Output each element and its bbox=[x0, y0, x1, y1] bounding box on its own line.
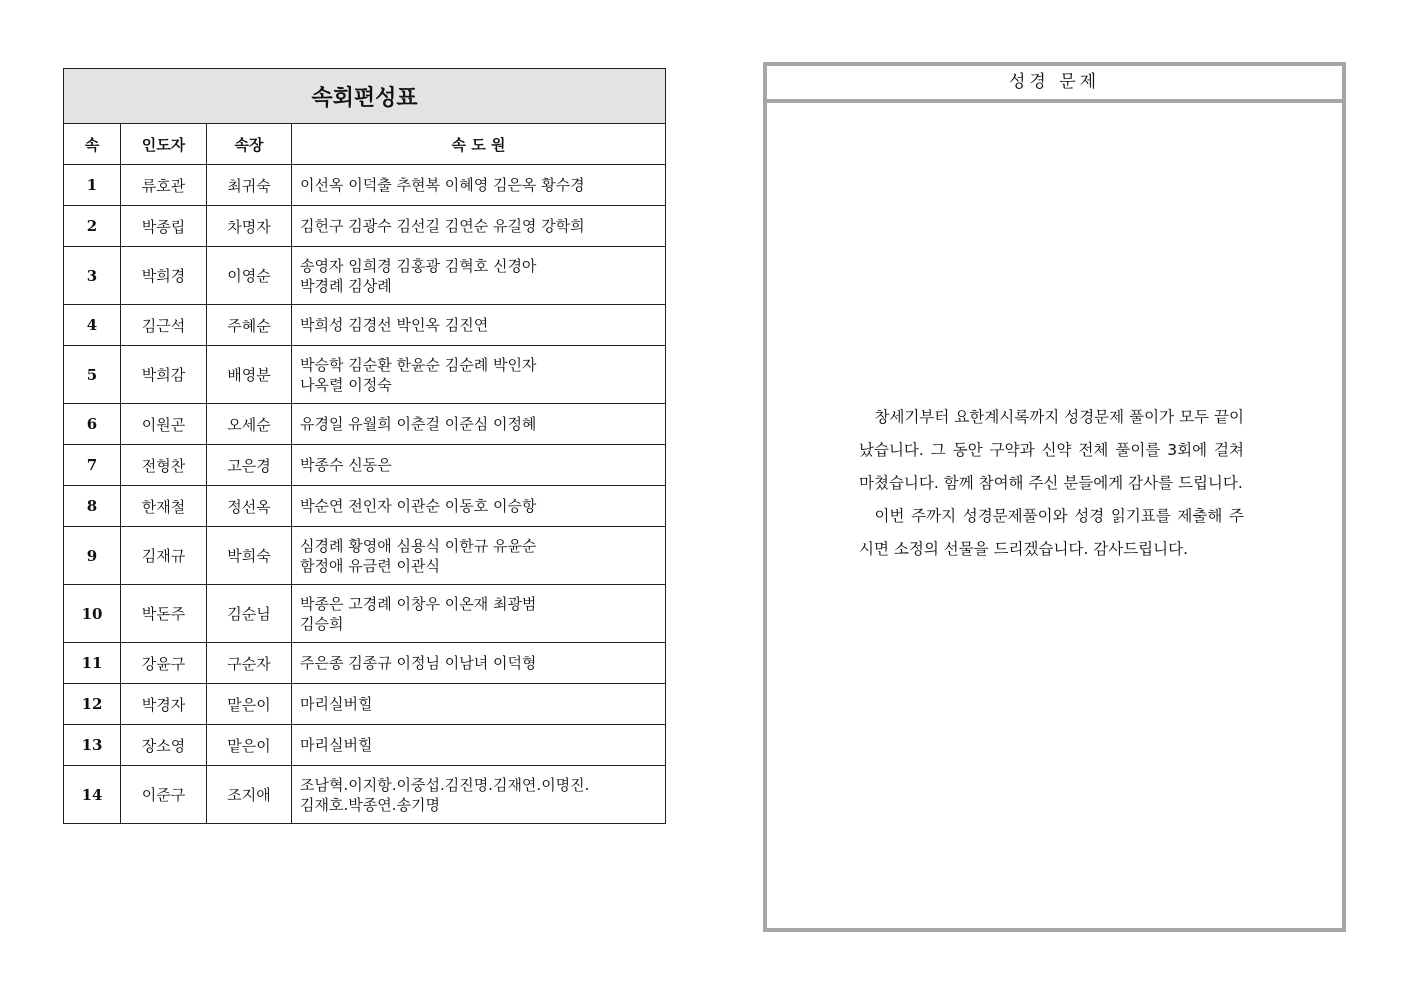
quiz-paragraph: 창세기부터 요한계시록까지 성경문제 풀이가 모두 끝이 났습니다. 그 동안 구약과 신약 전체 풀이를 3회에 걸쳐 마쳤습니다. 함께 참여해 주신 분들에게 감사를 드립니다. bbox=[859, 408, 1244, 492]
leader-name: 박희경 bbox=[121, 247, 207, 305]
quiz-paragraph: 이번 주까지 성경문제풀이와 성경 읽기표를 제출해 주시면 소정의 선물을 드리겠습니다. 감사드립니다. bbox=[859, 507, 1244, 558]
leader-name: 장소영 bbox=[121, 725, 207, 766]
members-list: 박희성 김경선 박인옥 김진연 bbox=[292, 305, 666, 346]
group-number: 1 bbox=[64, 165, 121, 206]
leader-name: 류호관 bbox=[121, 165, 207, 206]
header-members: 속 도 원 bbox=[292, 124, 666, 165]
leader-name: 전형찬 bbox=[121, 445, 207, 486]
leader-name: 한재철 bbox=[121, 486, 207, 527]
roster-title: 속회편성표 bbox=[64, 69, 666, 124]
quiz-body bbox=[859, 401, 1244, 566]
chief-name: 이영순 bbox=[207, 247, 292, 305]
table-row bbox=[64, 684, 666, 725]
table-row bbox=[64, 527, 666, 585]
leader-name: 강윤구 bbox=[121, 643, 207, 684]
header-leader: 인도자 bbox=[121, 124, 207, 165]
chief-name: 조지애 bbox=[207, 766, 292, 824]
group-number: 14 bbox=[64, 766, 121, 824]
group-number: 5 bbox=[64, 346, 121, 404]
table-row bbox=[64, 165, 666, 206]
roster-table bbox=[63, 68, 666, 824]
chief-name: 구순자 bbox=[207, 643, 292, 684]
chief-name: 박희숙 bbox=[207, 527, 292, 585]
leader-name: 이준구 bbox=[121, 766, 207, 824]
table-row bbox=[64, 766, 666, 824]
chief-name: 고은경 bbox=[207, 445, 292, 486]
table-row bbox=[64, 486, 666, 527]
leader-name: 박경자 bbox=[121, 684, 207, 725]
members-list: 박승학 김순환 한윤순 김순례 박인자 나옥렬 이정숙 bbox=[292, 346, 666, 404]
members-list: 박순연 전인자 이관순 이동호 이승항 bbox=[292, 486, 666, 527]
table-row bbox=[64, 404, 666, 445]
bible-quiz-box bbox=[763, 62, 1346, 932]
group-number: 4 bbox=[64, 305, 121, 346]
leader-name: 박종립 bbox=[121, 206, 207, 247]
group-number: 11 bbox=[64, 643, 121, 684]
table-row bbox=[64, 305, 666, 346]
group-number: 12 bbox=[64, 684, 121, 725]
chief-name: 차명자 bbox=[207, 206, 292, 247]
members-list: 조남혁.이지항.이중섭.김진명.김재연.이명진. 김재호.박종연.송기명 bbox=[292, 766, 666, 824]
chief-name: 최귀숙 bbox=[207, 165, 292, 206]
members-list: 박종수 신동은 bbox=[292, 445, 666, 486]
leader-name: 김재규 bbox=[121, 527, 207, 585]
members-list: 주은종 김종규 이정님 이남녀 이덕형 bbox=[292, 643, 666, 684]
chief-name: 주혜순 bbox=[207, 305, 292, 346]
leader-name: 김근석 bbox=[121, 305, 207, 346]
group-number: 13 bbox=[64, 725, 121, 766]
group-number: 7 bbox=[64, 445, 121, 486]
chief-name: 김순님 bbox=[207, 585, 292, 643]
group-number: 8 bbox=[64, 486, 121, 527]
table-row bbox=[64, 445, 666, 486]
leader-name: 이원곤 bbox=[121, 404, 207, 445]
leader-name: 박희감 bbox=[121, 346, 207, 404]
members-list: 김헌구 김광수 김선길 김연순 유길영 강학희 bbox=[292, 206, 666, 247]
header-chief: 속장 bbox=[207, 124, 292, 165]
members-list: 마리실버힐 bbox=[292, 725, 666, 766]
group-number: 10 bbox=[64, 585, 121, 643]
leader-name: 박돈주 bbox=[121, 585, 207, 643]
chief-name: 배영분 bbox=[207, 346, 292, 404]
table-row bbox=[64, 643, 666, 684]
roster-header-row bbox=[64, 124, 666, 165]
group-number: 6 bbox=[64, 404, 121, 445]
members-list: 송영자 임희경 김홍광 김혁호 신경아 박경례 김상례 bbox=[292, 247, 666, 305]
table-row bbox=[64, 585, 666, 643]
group-number: 9 bbox=[64, 527, 121, 585]
members-list: 박종은 고경례 이창우 이온재 최광범 김승희 bbox=[292, 585, 666, 643]
table-row bbox=[64, 247, 666, 305]
members-list: 이선옥 이덕출 추현복 이혜영 김은옥 황수경 bbox=[292, 165, 666, 206]
members-list: 심경례 황영애 심용식 이한규 유윤순 함정애 유금련 이관식 bbox=[292, 527, 666, 585]
group-number: 2 bbox=[64, 206, 121, 247]
table-row bbox=[64, 206, 666, 247]
chief-name: 오세순 bbox=[207, 404, 292, 445]
chief-name: 맡은이 bbox=[207, 725, 292, 766]
members-list: 마리실버힐 bbox=[292, 684, 666, 725]
chief-name: 정선옥 bbox=[207, 486, 292, 527]
table-row bbox=[64, 725, 666, 766]
members-list: 유경일 유월희 이춘걸 이준심 이정혜 bbox=[292, 404, 666, 445]
quiz-header: 성경 문제 bbox=[767, 66, 1342, 103]
chief-name: 맡은이 bbox=[207, 684, 292, 725]
header-group-no: 속 bbox=[64, 124, 121, 165]
table-row bbox=[64, 346, 666, 404]
group-number: 3 bbox=[64, 247, 121, 305]
